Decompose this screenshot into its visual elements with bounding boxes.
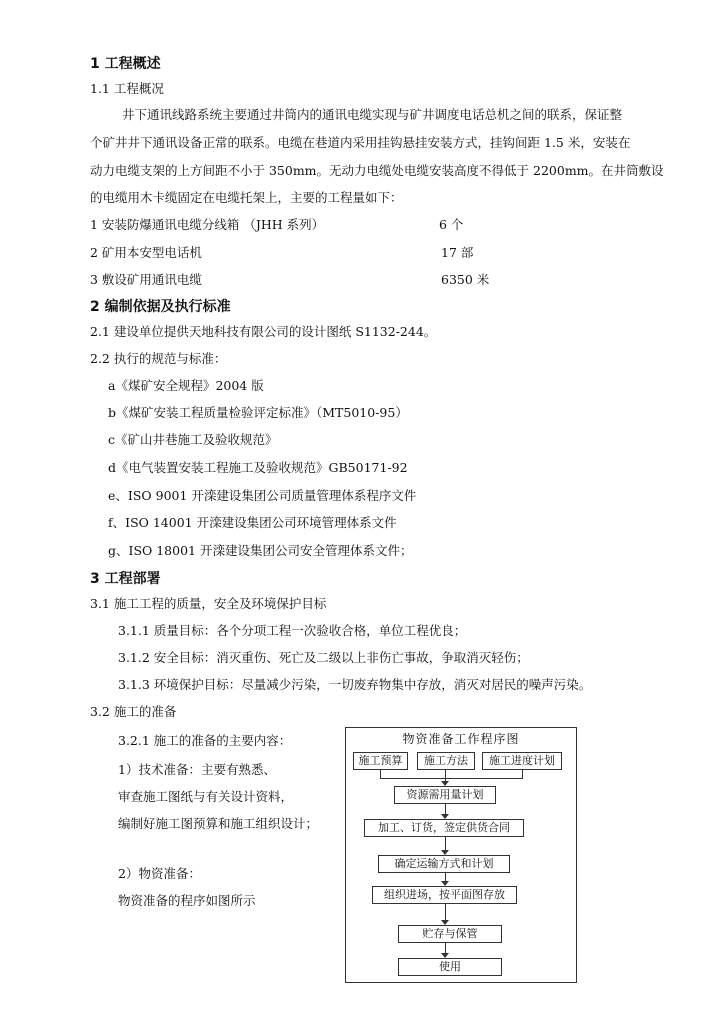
paragraph-line: 动力电缆支架的上方间距不小于 350mm。无动力电缆处电缆安装高度不得低于 2200mm。在井筒敷设 <box>90 163 664 178</box>
standard-item: c《矿山井巷施工及验收规范》 <box>108 432 278 447</box>
target-item: 3.1.3 环境保护目标：尽量减少污染，一切废弃物集中存放，消灭对居民的噪声污染。 <box>118 677 592 692</box>
flow-connector <box>380 778 523 779</box>
prep-line: 1）技术准备：主要有熟悉、 <box>118 762 276 777</box>
flow-step-transport: 确定运输方式和计划 <box>378 855 510 873</box>
section-1-heading: 1 工程概述 <box>90 56 161 72</box>
quantity-item: 1 安装防爆通讯电缆分线箱 （JHH 系列） <box>90 217 325 232</box>
section-3-heading: 3 工程部署 <box>90 571 161 587</box>
standard-item: e、ISO 9001 开滦建设集团公司质量管理体系程序文件 <box>108 488 417 503</box>
flow-step-use: 使用 <box>398 958 502 976</box>
section-1-1-heading: 1.1 工程概况 <box>90 81 164 96</box>
flow-connector <box>380 770 381 778</box>
quantity-amount: 17 部 <box>441 245 474 260</box>
flow-connector <box>445 837 446 851</box>
target-item: 3.1.2 安全目标：消灭重伤、死亡及二级以上非伤亡事故，争取消灭轻伤； <box>118 650 529 665</box>
quantity-amount: 6 个 <box>439 217 464 232</box>
paragraph-line: 井下通讯线路系统主要通过井筒内的通讯电缆实现与矿井调度电话总机之间的联系，保证整 <box>122 107 623 122</box>
flow-step-resource-plan: 资源需用量计划 <box>394 786 496 804</box>
section-3-2: 3.2 施工的准备 <box>90 704 177 719</box>
flow-box-schedule: 施工进度计划 <box>482 752 562 770</box>
section-2-1: 2.1 建设单位提供天地科技有限公司的设计图纸 S1132-244。 <box>90 324 437 339</box>
section-3-1: 3.1 施工工程的质量，安全及环境保护目标 <box>90 596 327 611</box>
prep-line: 2）物资准备： <box>118 866 201 881</box>
section-2-2: 2.2 执行的规范与标准： <box>90 351 227 366</box>
prep-line: 审查施工图纸与有关设计资料， <box>118 789 294 804</box>
paragraph-line: 个矿井井下通讯设备正常的联系。电缆在巷道内采用挂钩悬挂安装方式，挂钩间距 1.5 米，安装在 <box>90 135 631 150</box>
flow-connector <box>522 770 523 778</box>
flow-step-storage: 贮存与保管 <box>398 925 502 943</box>
standard-item: g、ISO 18001 开滦建设集团公司安全管理体系文件； <box>108 543 413 558</box>
standard-item: a《煤矿安全规程》2004 版 <box>108 378 264 393</box>
flow-step-order: 加工、订货，签定供货合同 <box>364 819 524 837</box>
flow-box-method: 施工方法 <box>417 752 475 770</box>
prep-line: 物资准备的程序如图所示 <box>118 893 256 908</box>
paragraph-line: 的电缆用木卡缆固定在电缆托架上，主要的工程量如下： <box>90 190 403 205</box>
flowchart-title: 物资准备工作程序图 <box>402 732 520 746</box>
prep-line: 编制好施工图预算和施工组织设计； <box>118 816 319 831</box>
quantity-item: 2 矿用本安型电话机 <box>90 245 202 260</box>
quantity-amount: 6350 米 <box>441 272 490 287</box>
quantity-item: 3 敷设矿用通讯电缆 <box>90 272 202 287</box>
standard-item: b《煤矿安装工程质量检验评定标准》（MT5010-95） <box>108 405 408 420</box>
flow-step-entry: 组织进场，按平面图存放 <box>372 886 517 904</box>
flow-connector <box>445 770 446 778</box>
section-2-heading: 2 编制依据及执行标准 <box>90 299 231 315</box>
target-item: 3.1.1 质量目标：各个分项工程一次验收合格，单位工程优良； <box>118 623 467 638</box>
standard-item: f、ISO 14001 开滦建设集团公司环境管理体系文件 <box>108 515 397 530</box>
prep-line: 3.2.1 施工的准备的主要内容： <box>118 733 292 748</box>
flow-box-budget: 施工预算 <box>353 752 408 770</box>
flow-connector <box>445 904 446 921</box>
standard-item: d《电气装置安装工程施工及验收规范》GB50171-92 <box>108 460 408 475</box>
